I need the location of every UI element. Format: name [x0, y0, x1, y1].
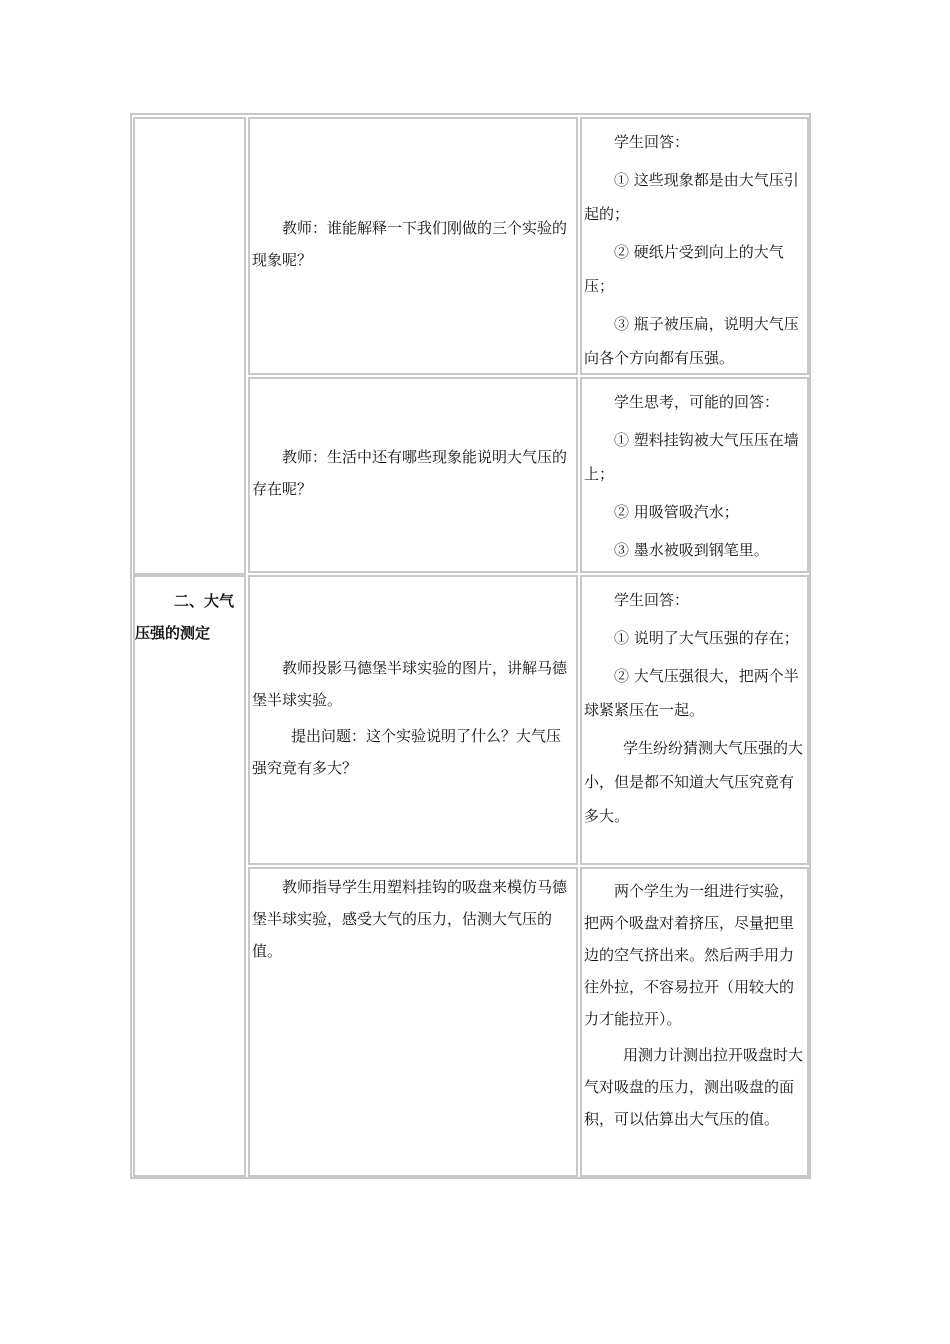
student-text: 学生纷纷猜测大气压强的大小，但是都不知道大气压究竟有多大。: [584, 739, 804, 825]
student-text: ① 这些现象都是由大气压引起的；: [584, 171, 799, 223]
student-text: ① 说明了大气压强的存在；: [614, 629, 799, 647]
teacher-cell-2: [248, 377, 578, 573]
stage-cell-1: [133, 117, 246, 575]
stage-title: 二、大气压强的测定: [135, 592, 235, 642]
student-text: ② 用吸管吸汽水；: [614, 503, 739, 521]
teacher-text: 教师：生活中还有哪些现象能说明大气压的存在呢？: [252, 448, 568, 498]
teacher-cell-4: [248, 867, 578, 1177]
teacher-text: 教师：谁能解释一下我们刚做的三个实验的现象呢？: [252, 219, 568, 269]
student-cell-1: [580, 117, 809, 375]
student-text: 用测力计测出拉开吸盘时大气对吸盘的压力，测出吸盘的面积，可以估算出大气压的值。: [584, 1046, 804, 1128]
teacher-text: 提出问题：这个实验说明了什么？大气压强究竟有多大？: [252, 727, 562, 777]
student-cell-4: [580, 867, 809, 1177]
stage-cell-2: [133, 575, 246, 1177]
student-text: 学生回答：: [614, 591, 690, 609]
student-text: ③ 墨水被吸到钢笔里。: [614, 541, 769, 559]
teacher-cell-1: [248, 117, 578, 375]
student-cell-3: [580, 575, 809, 865]
teacher-text: 教师指导学生用塑料挂钩的吸盘来模仿马德堡半球实验，感受大气的压力，估测大气压的值。: [252, 878, 568, 960]
student-text: 学生回答：: [614, 133, 690, 151]
student-text: 学生思考，可能的回答：: [614, 393, 780, 411]
student-text: ② 硬纸片受到向上的大气压；: [584, 243, 784, 295]
teacher-cell-3: [248, 575, 578, 865]
student-cell-2: [580, 377, 809, 573]
student-text: ③ 瓶子被压扁，说明大气压向各个方向都有压强。: [584, 315, 799, 367]
student-text: ① 塑料挂钩被大气压压在墙上；: [584, 431, 799, 483]
student-text: 两个学生为一组进行实验，把两个吸盘对着挤压，尽量把里边的空气挤出来。然后两手用力往外拉，不容易拉开（用较大的力才能拉开）。: [584, 882, 795, 1028]
student-text: ② 大气压强很大，把两个半球紧紧压在一起。: [584, 667, 799, 719]
teacher-text: 教师投影马德堡半球实验的图片，讲解马德堡半球实验。: [252, 659, 568, 709]
